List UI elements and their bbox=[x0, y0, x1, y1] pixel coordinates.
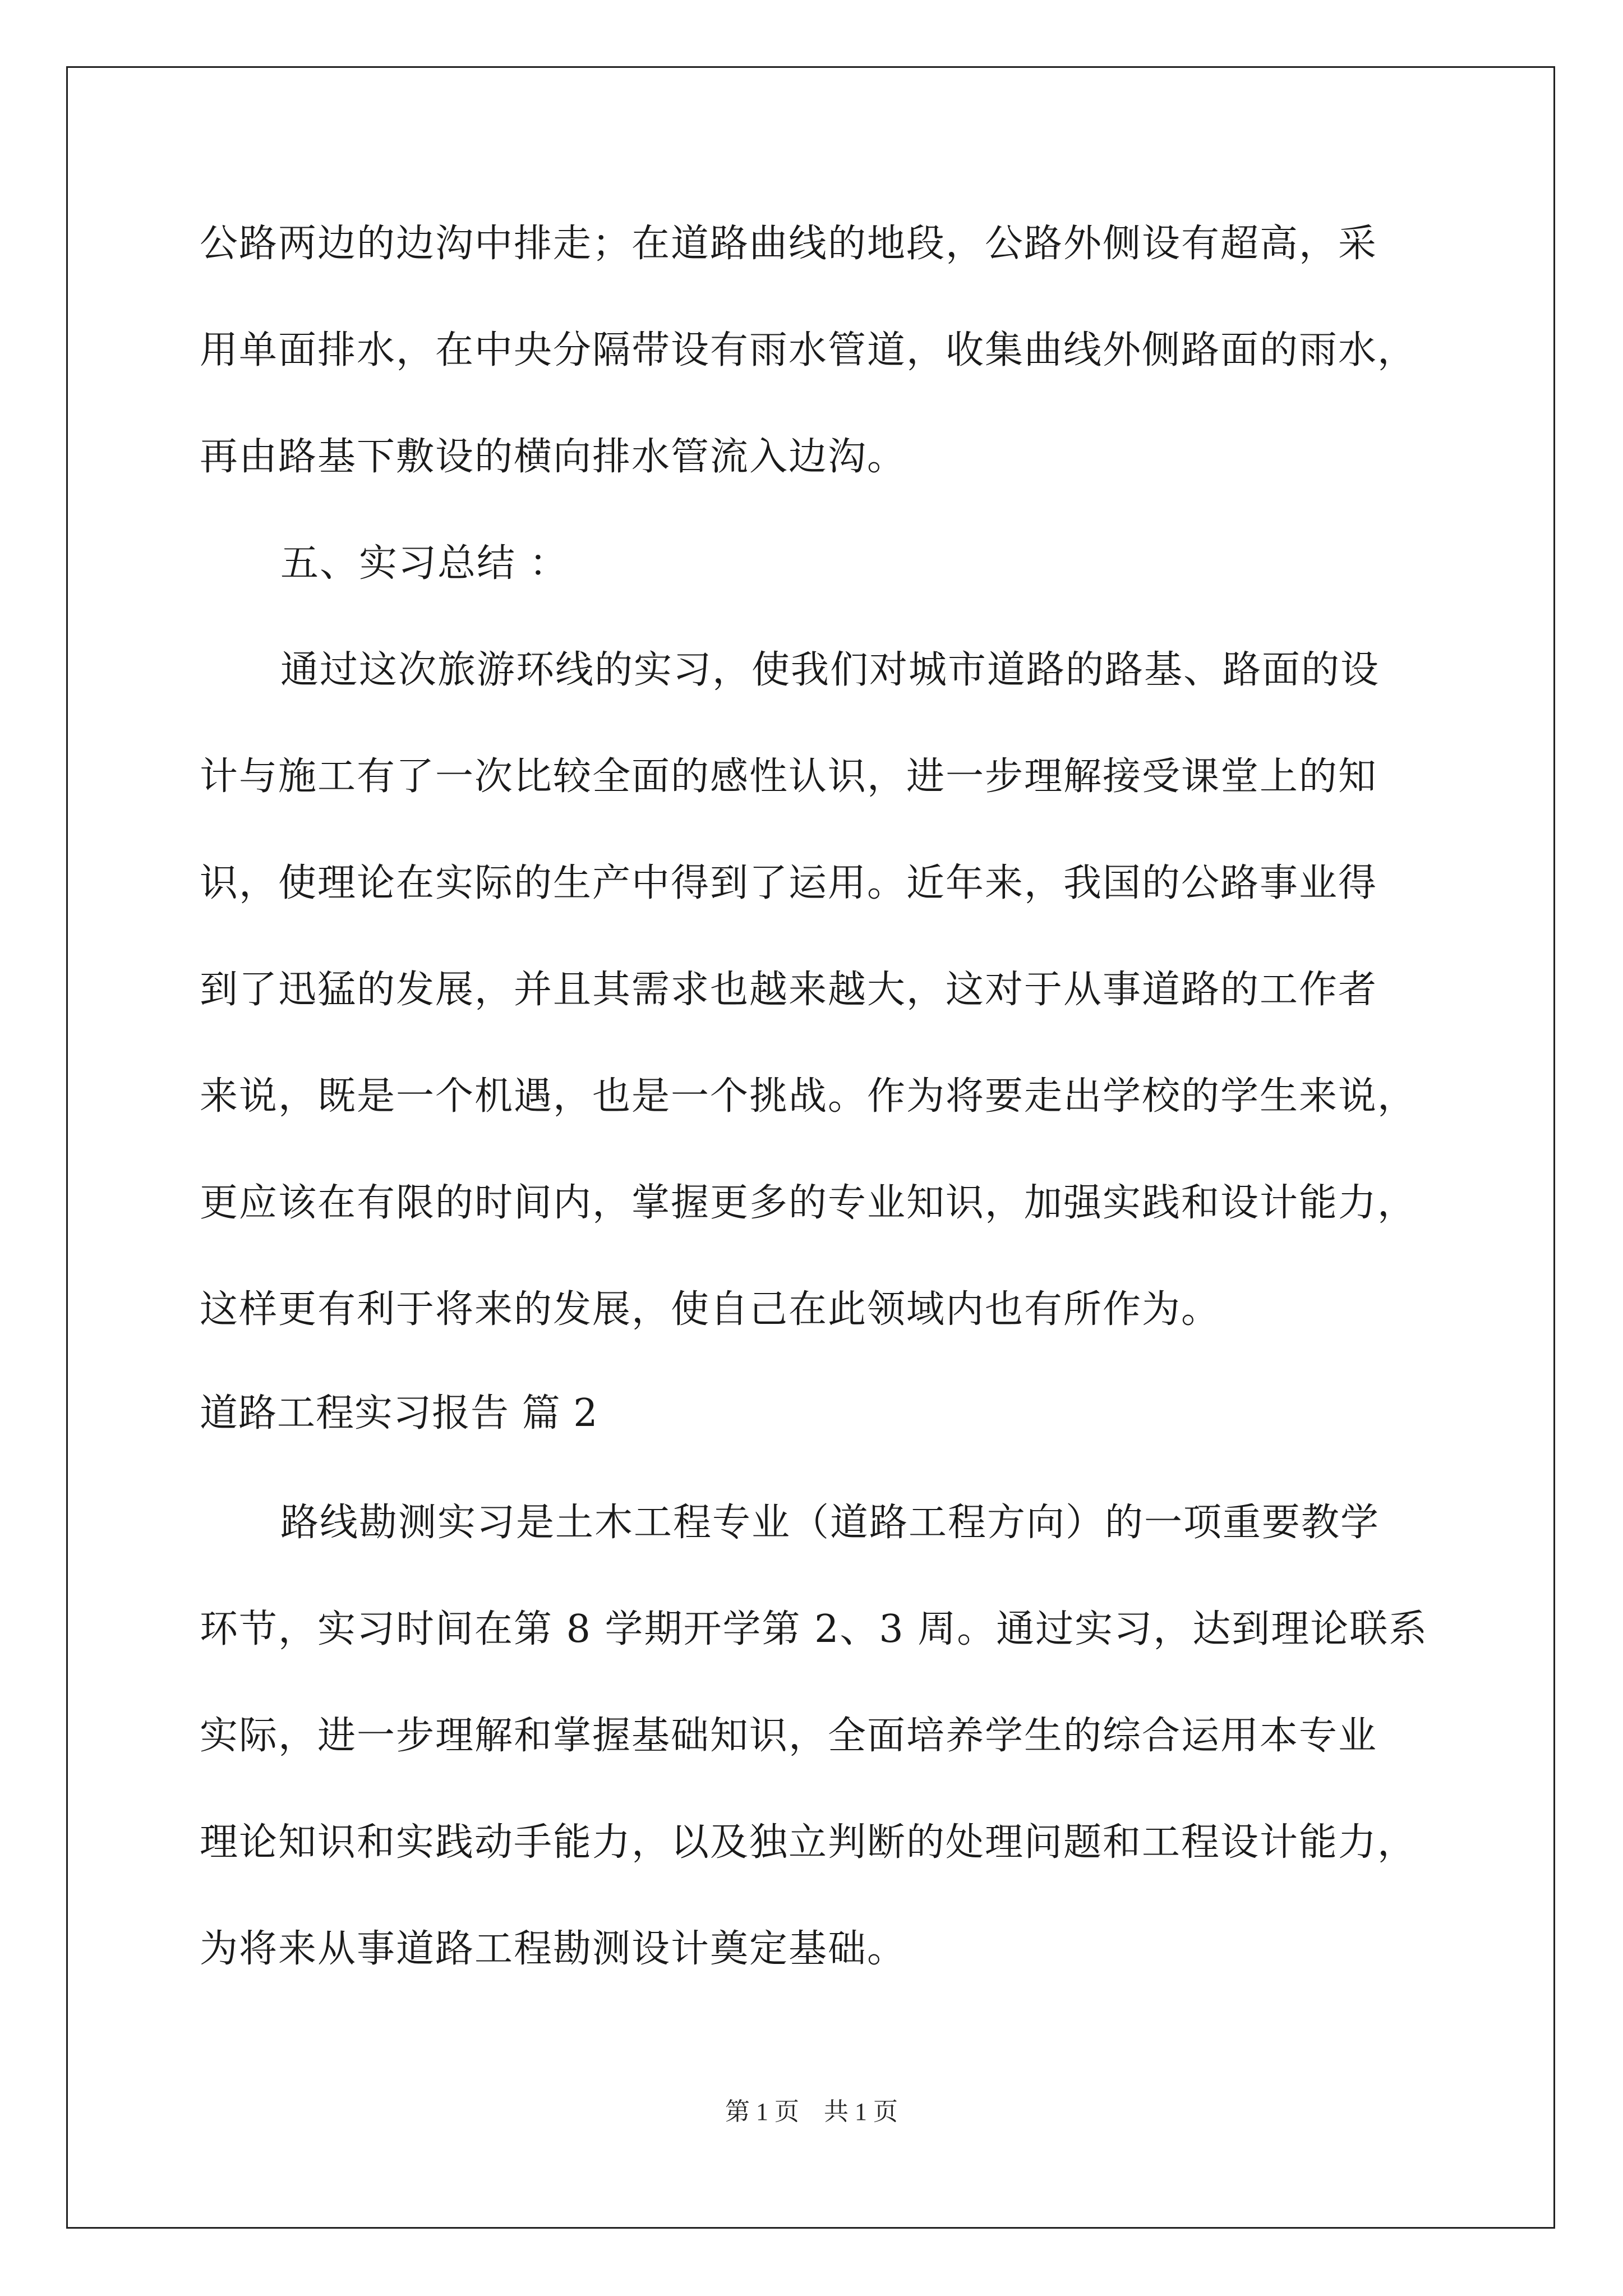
body-line: 计与施工有了一次比较全面的感性认识，进一步理解接受课堂上的知 bbox=[200, 754, 1378, 799]
body-line: 再由路基下敷设的横向排水管流入边沟。 bbox=[200, 435, 907, 479]
page-footer: 第 1 页 共 1 页 bbox=[725, 2098, 898, 2125]
body-line: 理论知识和实践动手能力，以及独立判断的处理问题和工程设计能力， bbox=[200, 1820, 1417, 1865]
body-line: 这样更有利于将来的发展，使自己在此领域内也有所作为。 bbox=[200, 1287, 1221, 1332]
body-line: 公路两边的边沟中排走；在道路曲线的地段，公路外侧设有超高，采 bbox=[200, 222, 1378, 266]
paragraph-first-line: 通过这次旅游环线的实习，使我们对城市道路的路基、路面的设 bbox=[280, 648, 1380, 692]
body-line: 识，使理论在实际的生产中得到了运用。近年来，我国的公路事业得 bbox=[200, 861, 1378, 905]
page-border bbox=[66, 66, 1555, 2229]
body-line: 用单面排水，在中央分隔带设有雨水管道，收集曲线外侧路面的雨水， bbox=[200, 328, 1417, 372]
body-line: 实际，进一步理解和掌握基础知识，全面培养学生的综合运用本专业 bbox=[200, 1714, 1378, 1758]
section-heading: 五、实习总结 ： bbox=[280, 541, 569, 586]
body-line: 为将来从事道路工程勘测设计奠定基础。 bbox=[200, 1927, 907, 1971]
body-line: 来说，既是一个机遇，也是一个挑战。作为将要走出学校的学生来说， bbox=[200, 1074, 1417, 1119]
body-line: 更应该在有限的时间内，掌握更多的专业知识，加强实践和设计能力， bbox=[200, 1181, 1417, 1225]
body-line: 到了迅猛的发展，并且其需求也越来越大，这对于从事道路的工作者 bbox=[200, 968, 1378, 1012]
article-title: 道路工程实习报告 篇 2 bbox=[200, 1391, 598, 1435]
body-line: 环节，实习时间在第 8 学期开学第 2、3 周。通过实习，达到理论联系 bbox=[200, 1607, 1428, 1651]
paragraph-first-line: 路线勘测实习是土木工程专业（道路工程方向）的一项重要教学 bbox=[280, 1501, 1380, 1545]
